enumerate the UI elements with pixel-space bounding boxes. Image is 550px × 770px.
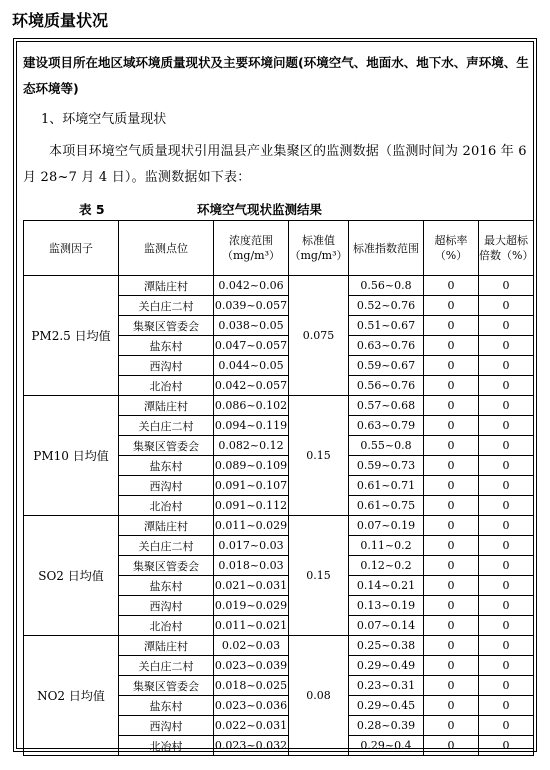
exceed-cell: 0: [424, 396, 479, 416]
point-cell: 集聚区管委会: [119, 316, 214, 336]
table-number: 表 5: [79, 202, 105, 217]
conc-cell: 0.042~0.057: [214, 376, 289, 396]
max-exceed-cell: 0: [479, 336, 534, 356]
max-exceed-cell: 0: [479, 436, 534, 456]
point-cell: 西沟村: [119, 596, 214, 616]
conc-cell: 0.089~0.109: [214, 456, 289, 476]
index-cell: 0.61~0.75: [349, 496, 424, 516]
index-cell: 0.56~0.76: [349, 376, 424, 396]
content-frame: [13, 38, 537, 752]
index-cell: 0.51~0.67: [349, 316, 424, 336]
exceed-cell: 0: [424, 456, 479, 476]
header-conc: 浓度范围（mg/m³）: [214, 221, 289, 276]
index-cell: 0.13~0.19: [349, 596, 424, 616]
point-cell: 盐东村: [119, 576, 214, 596]
max-exceed-cell: 0: [479, 536, 534, 556]
monitoring-table: [23, 220, 534, 756]
conc-cell: 0.019~0.029: [214, 596, 289, 616]
table-title: 环境空气现状监测结果: [197, 202, 323, 217]
index-cell: 0.07~0.14: [349, 616, 424, 636]
max-exceed-cell: 0: [479, 476, 534, 496]
max-exceed-cell: 0: [479, 656, 534, 676]
point-cell: 西沟村: [119, 476, 214, 496]
table-row: [24, 276, 534, 296]
std-cell: 0.075: [289, 276, 349, 396]
conc-cell: 0.011~0.021: [214, 616, 289, 636]
index-cell: 0.59~0.67: [349, 356, 424, 376]
conc-cell: 0.086~0.102: [214, 396, 289, 416]
point-cell: 盐东村: [119, 456, 214, 476]
point-cell: 盐东村: [119, 696, 214, 716]
conc-cell: 0.082~0.12: [214, 436, 289, 456]
std-cell: 0.15: [289, 516, 349, 636]
max-exceed-cell: 0: [479, 276, 534, 296]
max-exceed-cell: 0: [479, 456, 534, 476]
factor-cell: PM2.5 日均值: [24, 276, 119, 396]
conc-cell: 0.039~0.057: [214, 296, 289, 316]
index-cell: 0.07~0.19: [349, 516, 424, 536]
page-title: 环境质量状况: [12, 11, 109, 30]
exceed-cell: 0: [424, 296, 479, 316]
max-exceed-cell: 0: [479, 396, 534, 416]
exceed-cell: 0: [424, 676, 479, 696]
point-cell: 集聚区管委会: [119, 676, 214, 696]
factor-cell: SO2 日均值: [24, 516, 119, 636]
header-std: 标准值（mg/m³）: [289, 221, 349, 276]
exceed-cell: 0: [424, 696, 479, 716]
table-row: [24, 516, 534, 536]
point-cell: 潭陆庄村: [119, 636, 214, 656]
header-max-exceed: 最大超标倍数（%）: [479, 221, 534, 276]
conc-cell: 0.02~0.03: [214, 636, 289, 656]
header-factor: 监测因子: [24, 221, 119, 276]
point-cell: 潭陆庄村: [119, 396, 214, 416]
exceed-cell: 0: [424, 356, 479, 376]
exceed-cell: 0: [424, 616, 479, 636]
table-row: [24, 636, 534, 656]
index-cell: 0.55~0.8: [349, 436, 424, 456]
point-cell: 北冶村: [119, 376, 214, 396]
point-cell: 关白庄二村: [119, 656, 214, 676]
point-cell: 北冶村: [119, 616, 214, 636]
header-point: 监测点位: [119, 221, 214, 276]
std-cell: 0.08: [289, 636, 349, 756]
content-frame-inner: [16, 41, 534, 753]
point-cell: 集聚区管委会: [119, 436, 214, 456]
index-cell: 0.56~0.8: [349, 276, 424, 296]
index-cell: 0.23~0.31: [349, 676, 424, 696]
conc-cell: 0.018~0.03: [214, 556, 289, 576]
index-cell: 0.57~0.68: [349, 396, 424, 416]
max-exceed-cell: 0: [479, 516, 534, 536]
exceed-cell: 0: [424, 536, 479, 556]
conc-cell: 0.021~0.031: [214, 576, 289, 596]
exceed-cell: 0: [424, 416, 479, 436]
max-exceed-cell: 0: [479, 296, 534, 316]
table-row: [24, 396, 534, 416]
max-exceed-cell: 0: [479, 736, 534, 756]
exceed-cell: 0: [424, 436, 479, 456]
conc-cell: 0.011~0.029: [214, 516, 289, 536]
conc-cell: 0.023~0.036: [214, 696, 289, 716]
exceed-cell: 0: [424, 576, 479, 596]
subheading: 1、环境空气质量现状: [41, 112, 167, 127]
max-exceed-cell: 0: [479, 356, 534, 376]
index-cell: 0.61~0.71: [349, 476, 424, 496]
point-cell: 西沟村: [119, 356, 214, 376]
point-cell: 关白庄二村: [119, 536, 214, 556]
exceed-cell: 0: [424, 376, 479, 396]
conc-cell: 0.094~0.119: [214, 416, 289, 436]
max-exceed-cell: 0: [479, 696, 534, 716]
table-header-row: [24, 221, 534, 276]
index-cell: 0.63~0.79: [349, 416, 424, 436]
max-exceed-cell: 0: [479, 576, 534, 596]
exceed-cell: 0: [424, 556, 479, 576]
conc-cell: 0.091~0.107: [214, 476, 289, 496]
exceed-cell: 0: [424, 336, 479, 356]
index-cell: 0.14~0.21: [349, 576, 424, 596]
conc-cell: 0.023~0.032: [214, 736, 289, 756]
conc-cell: 0.091~0.112: [214, 496, 289, 516]
conc-cell: 0.017~0.03: [214, 536, 289, 556]
header-exceed: 超标率（%）: [424, 221, 479, 276]
exceed-cell: 0: [424, 476, 479, 496]
max-exceed-cell: 0: [479, 316, 534, 336]
index-cell: 0.11~0.2: [349, 536, 424, 556]
exceed-cell: 0: [424, 636, 479, 656]
point-cell: 北冶村: [119, 496, 214, 516]
max-exceed-cell: 0: [479, 616, 534, 636]
index-cell: 0.29~0.45: [349, 696, 424, 716]
index-cell: 0.12~0.2: [349, 556, 424, 576]
exceed-cell: 0: [424, 716, 479, 736]
max-exceed-cell: 0: [479, 496, 534, 516]
intro-paragraph: 本项目环境空气质量现状引用温县产业集聚区的监测数据（监测时间为 2016 年 6 月 28~7 月 4 日）。监测数据如下表：: [23, 144, 527, 185]
max-exceed-cell: 0: [479, 716, 534, 736]
max-exceed-cell: 0: [479, 416, 534, 436]
conc-cell: 0.047~0.057: [214, 336, 289, 356]
section-heading: 建设项目所在地区域环境质量现状及主要环境问题(环境空气、地面水、地下水、声环境、生态环境等): [23, 55, 529, 96]
point-cell: 集聚区管委会: [119, 556, 214, 576]
max-exceed-cell: 0: [479, 676, 534, 696]
point-cell: 关白庄二村: [119, 296, 214, 316]
index-cell: 0.29~0.49: [349, 656, 424, 676]
exceed-cell: 0: [424, 596, 479, 616]
exceed-cell: 0: [424, 656, 479, 676]
conc-cell: 0.022~0.031: [214, 716, 289, 736]
index-cell: 0.59~0.73: [349, 456, 424, 476]
conc-cell: 0.023~0.039: [214, 656, 289, 676]
header-index: 标准指数范围: [349, 221, 424, 276]
exceed-cell: 0: [424, 736, 479, 756]
point-cell: 潭陆庄村: [119, 276, 214, 296]
max-exceed-cell: 0: [479, 376, 534, 396]
std-cell: 0.15: [289, 396, 349, 516]
index-cell: 0.52~0.76: [349, 296, 424, 316]
factor-cell: PM10 日均值: [24, 396, 119, 516]
index-cell: 0.25~0.38: [349, 636, 424, 656]
point-cell: 关白庄二村: [119, 416, 214, 436]
index-cell: 0.63~0.76: [349, 336, 424, 356]
conc-cell: 0.044~0.05: [214, 356, 289, 376]
point-cell: 西沟村: [119, 716, 214, 736]
conc-cell: 0.042~0.06: [214, 276, 289, 296]
point-cell: 潭陆庄村: [119, 516, 214, 536]
max-exceed-cell: 0: [479, 556, 534, 576]
exceed-cell: 0: [424, 516, 479, 536]
index-cell: 0.29~0.4: [349, 736, 424, 756]
index-cell: 0.28~0.39: [349, 716, 424, 736]
max-exceed-cell: 0: [479, 636, 534, 656]
point-cell: 盐东村: [119, 336, 214, 356]
exceed-cell: 0: [424, 496, 479, 516]
exceed-cell: 0: [424, 316, 479, 336]
factor-cell: NO2 日均值: [24, 636, 119, 756]
point-cell: 北冶村: [119, 736, 214, 756]
conc-cell: 0.038~0.05: [214, 316, 289, 336]
exceed-cell: 0: [424, 276, 479, 296]
max-exceed-cell: 0: [479, 596, 534, 616]
conc-cell: 0.018~0.025: [214, 676, 289, 696]
